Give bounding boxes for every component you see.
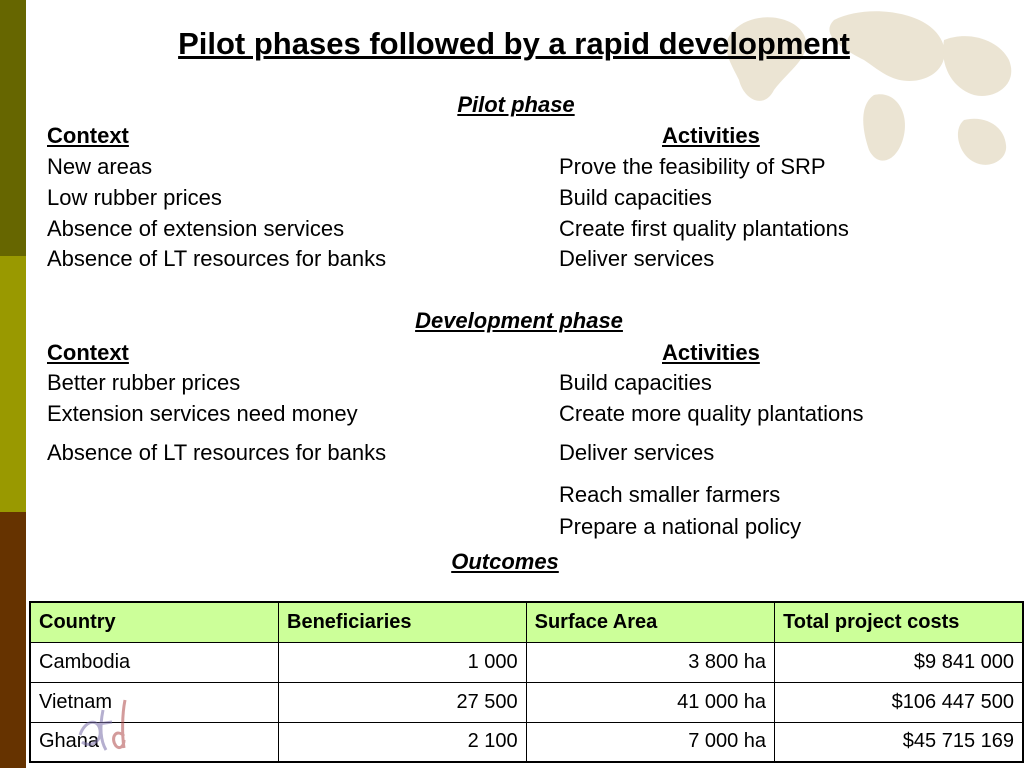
outcomes-table [29,601,1024,763]
cell-total-costs: $9 841 000 [775,642,1023,682]
cell-surface-area: 3 800 ha [526,642,774,682]
cell-country: Cambodia [30,642,279,682]
column-header-beneficiaries: Beneficiaries [279,602,527,642]
cell-beneficiaries: 1 000 [279,642,527,682]
development-activity-item: Build capacities [559,370,712,395]
table-row [30,722,1023,762]
pilot-context-item: Absence of LT resources for banks [47,246,387,271]
cell-country: Vietnam [30,682,279,722]
cell-total-costs: $45 715 169 [775,722,1023,762]
side-bar-middle [0,256,26,512]
development-phase-heading: Development phase [415,308,623,333]
cell-country: Ghana [30,722,279,762]
pilot-phase-heading: Pilot phase [457,92,575,117]
pilot-context-item: Absence of extension services [47,216,345,241]
cell-beneficiaries: 27 500 [279,682,527,722]
outcomes-heading: Outcomes [451,549,559,574]
pilot-activity-item: Prove the feasibility of SRP [559,154,826,179]
cell-surface-area: 41 000 ha [526,682,774,722]
development-activity-item: Prepare a national policy [559,514,802,539]
development-context-item: Better rubber prices [47,370,241,395]
pilot-activities-label: Activities [662,123,760,148]
pilot-activity-item: Deliver services [559,246,715,271]
development-activity-item: Reach smaller farmers [559,482,781,507]
table-row [30,682,1023,722]
column-header-country: Country [30,602,279,642]
table-header-row [30,602,1023,642]
development-activity-item: Deliver services [559,440,715,465]
table-row [30,642,1023,682]
pilot-activity-item: Build capacities [559,185,712,210]
pilot-context-label: Context [47,123,129,148]
development-context-item: Absence of LT resources for banks [47,440,387,465]
pilot-context-item: Low rubber prices [47,185,222,210]
column-header-surface-area: Surface Area [526,602,774,642]
development-activities-label: Activities [662,340,760,365]
afd-logo-icon [70,690,140,760]
page-title: Pilot phases followed by a rapid development [178,26,850,61]
cell-surface-area: 7 000 ha [526,722,774,762]
development-context-item: Extension services need money [47,401,358,426]
pilot-activity-item: Create first quality plantations [559,216,849,241]
development-context-label: Context [47,340,129,365]
pilot-context-item: New areas [47,154,153,179]
cell-total-costs: $106 447 500 [775,682,1023,722]
column-header-total-project-costs: Total project costs [775,602,1023,642]
development-activity-item: Create more quality plantations [559,401,864,426]
cell-beneficiaries: 2 100 [279,722,527,762]
